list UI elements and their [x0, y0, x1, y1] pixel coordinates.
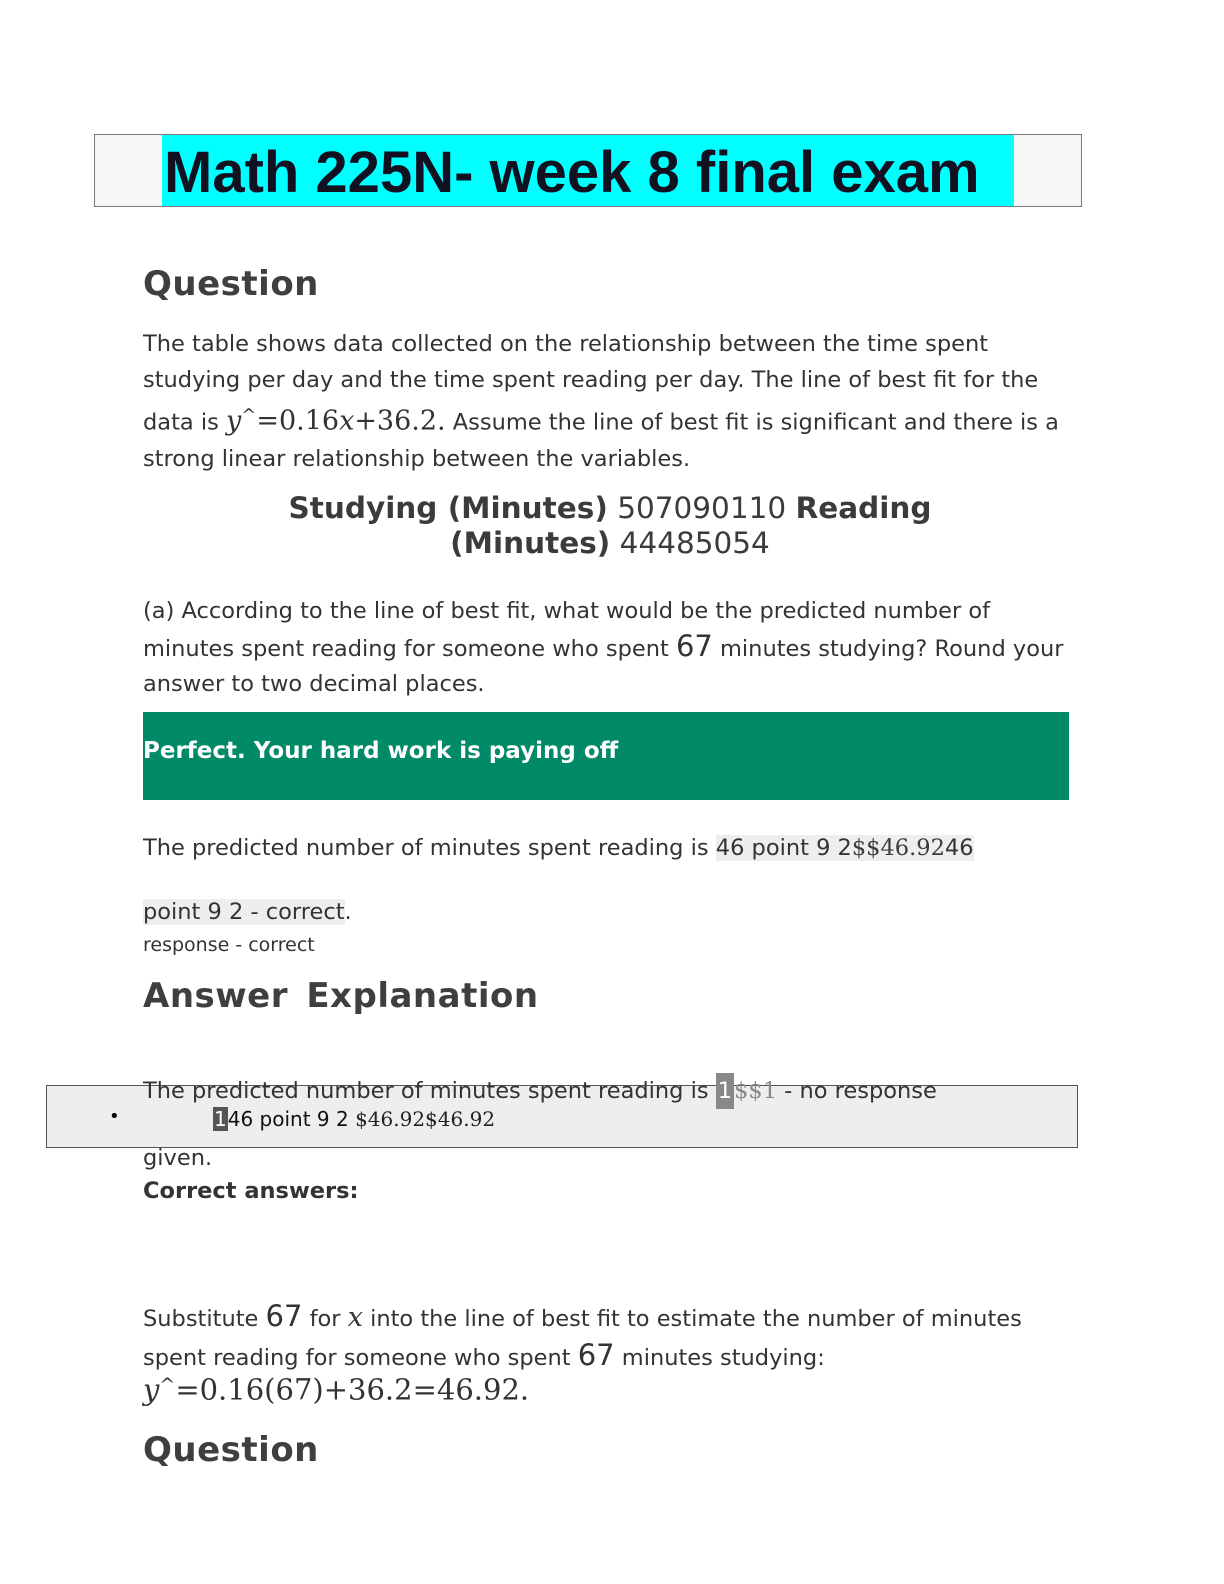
question-intro: [143, 326, 1073, 477]
hat-symbol: ^: [241, 405, 257, 426]
answer-prefix: The predicted number of minutes spent reading is: [143, 835, 716, 861]
explanation-line: [143, 1073, 1073, 1109]
part-a-question: [143, 594, 1073, 702]
substitute-number-1: 67: [265, 1299, 303, 1333]
overlay-cursor: 1: [214, 1107, 227, 1131]
substitute-equation: [143, 1367, 1073, 1411]
x-symbol: x: [339, 405, 355, 437]
response-status: response - correct: [143, 934, 315, 956]
overlay-spoken: 46 point 9 2: [227, 1107, 349, 1131]
intro-text-1: The table shows data collected on the relationship between the time spent studying per day and the time spent reading per day. The line of best fit for the data is: [143, 331, 1039, 436]
table-label-reading-units: (Minutes): [450, 526, 611, 560]
equation-part-2: +36.2.: [354, 405, 446, 437]
question-heading-2: Question: [143, 1430, 319, 1470]
bullet-dot: •: [109, 1106, 120, 1127]
correct-answers-label: Correct answers:: [143, 1178, 359, 1204]
table-values-reading: 44485054: [619, 526, 770, 560]
explanation-latex: $$1: [734, 1078, 778, 1104]
question-heading: Question: [143, 264, 319, 304]
explanation-cursor: 1: [716, 1073, 734, 1109]
table-values-studying: 507090110: [617, 491, 787, 525]
overlay-latex: $46.92$46.92: [348, 1107, 496, 1131]
answer-spoken: 46 point 9 2: [715, 835, 852, 861]
page-title: Math 225N- week 8 final exam: [164, 140, 980, 205]
answer-spoken-tail: 46: [944, 835, 974, 861]
substitute-x: x: [347, 1302, 363, 1333]
part-a-number: 67: [675, 629, 713, 663]
table-label-studying: Studying (Minutes): [288, 491, 608, 525]
explanation-given: given.: [143, 1145, 213, 1171]
part-a-text-1: (a) According to the line of best fit, what would be the predicted number of minutes spent reading for someone who spent: [143, 598, 991, 662]
overlay-answer-line: [213, 1107, 495, 1131]
substitute-text-4: minutes studying:: [614, 1345, 825, 1371]
data-table-row-1: [180, 491, 1040, 526]
explanation-heading: Answer Explanation: [143, 976, 539, 1016]
equation-part: =0.16: [256, 405, 340, 437]
substitute-text-1: Substitute: [143, 1306, 266, 1332]
answer-line-2: [143, 894, 1073, 930]
substitute-paragraph: [143, 1298, 1073, 1376]
substitute-text-2: for: [302, 1306, 348, 1332]
answer-line: [143, 830, 1073, 866]
explanation-suffix: - no response: [777, 1078, 937, 1104]
table-label-reading: Reading: [795, 491, 932, 525]
substitute-yhat: y: [143, 1372, 160, 1407]
substitute-hat: ^: [159, 1374, 176, 1396]
substitute-number-2: 67: [577, 1338, 615, 1372]
part-a-text-2: minutes studying? Round your answer to two decimal places.: [143, 636, 1064, 697]
substitute-text-3: into the line of best fit to estimate the number of minutes spent reading for someone who spent: [143, 1306, 1022, 1371]
answer-period: .: [344, 899, 352, 925]
explanation-prefix: The predicted number of minutes spent reading is: [143, 1078, 716, 1104]
yhat-symbol: y: [225, 405, 242, 437]
intro-text-2: Assume the line of best fit is significant and there is a strong linear relationship between the variables.: [143, 409, 1059, 472]
answer-correct-text: point 9 2 - correct: [143, 899, 345, 925]
answer-latex: $$46.92: [851, 835, 945, 861]
substitute-equation-text: =0.16(67)+36.2=46.92.: [175, 1372, 530, 1407]
feedback-message: Perfect. Your hard work is paying off: [143, 738, 619, 764]
data-table-row-2: [180, 526, 1040, 561]
